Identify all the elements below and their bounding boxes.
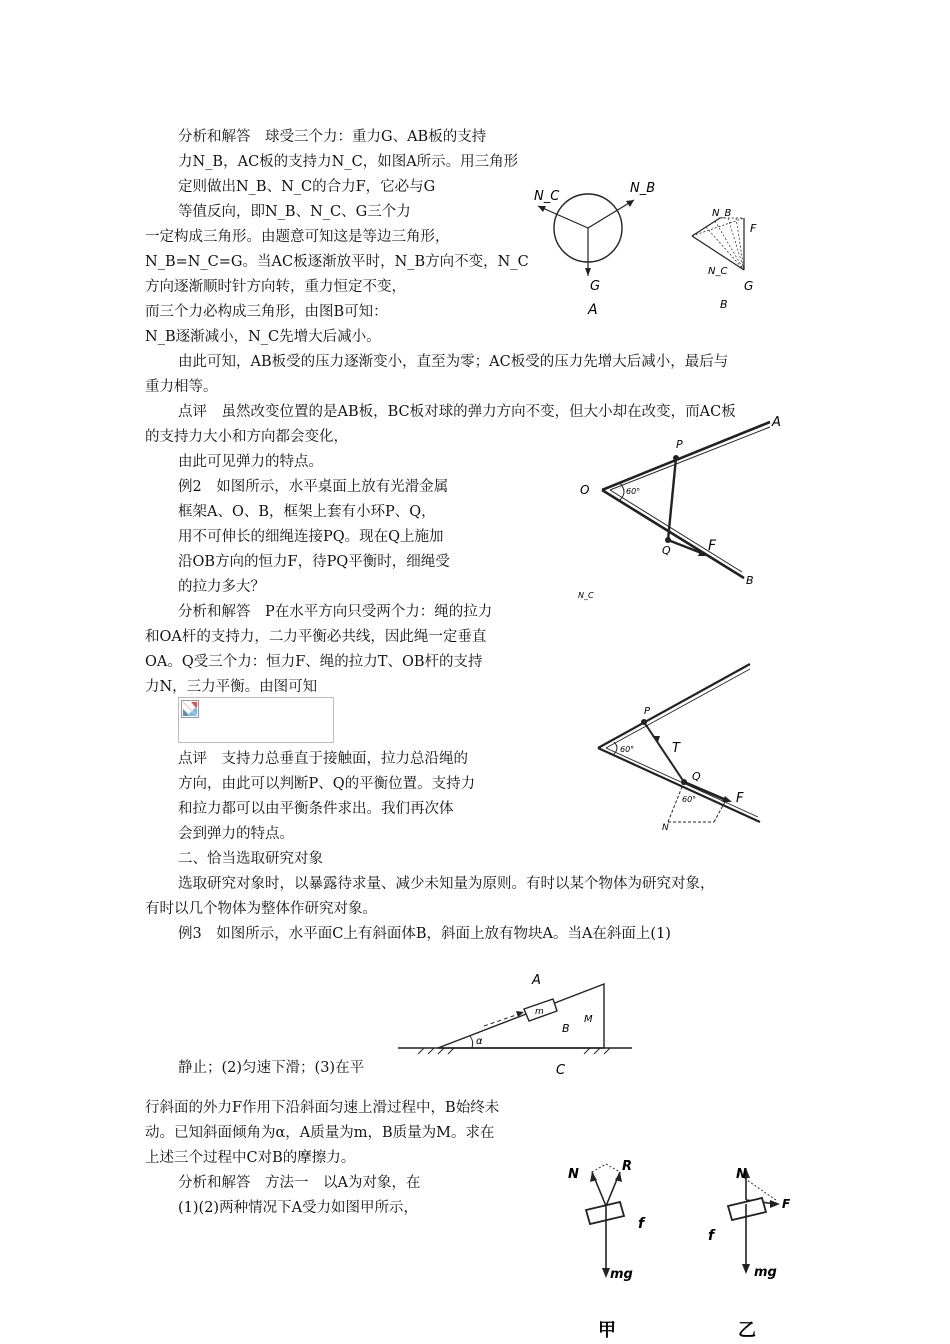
text-line: 而三个力必构成三角形，由图B可知： xyxy=(145,304,388,320)
label-p: P xyxy=(676,438,683,451)
broken-image-icon xyxy=(181,700,199,718)
label-p: P xyxy=(644,706,651,717)
label-nc: N_C xyxy=(534,189,560,204)
label-t: T xyxy=(672,741,680,756)
label-a: A xyxy=(532,973,541,988)
label-f: F xyxy=(736,791,744,806)
text-line: 例3 如图所示，水平面C上有斜面体B，斜面上放有物块A。当A在斜面上(1) xyxy=(178,926,671,942)
text-line: 由此可见弹力的特点。 xyxy=(178,454,323,470)
label-a: A xyxy=(772,415,781,430)
text-line: 点评 虽然改变位置的是AB板，BC板对球的弹力方向不变，但大小却在改变，而AC板 xyxy=(178,404,736,420)
label-nc-trace: N_C xyxy=(578,591,594,600)
label-n: N xyxy=(662,823,669,832)
text-line: 力N，三力平衡。由图可知 xyxy=(145,679,318,695)
text-line: 分析和解答 方法一 以A为对象，在 xyxy=(178,1175,421,1191)
text-line: 分析和解答 球受三个力：重力G、AB板的支持 xyxy=(178,129,487,145)
text-line: 框架A、O、B，框架上套有小环P、Q， xyxy=(178,504,436,520)
label-f-2: F xyxy=(782,1197,791,1211)
text-line: 的拉力多大？ xyxy=(178,579,265,595)
text-line: 有时以几个物体为整体作研究对象。 xyxy=(145,901,377,917)
label-angle: 60° xyxy=(620,745,635,754)
text-line: 的支持力大小和方向都会变化， xyxy=(145,429,348,445)
figure-frame-aob xyxy=(572,412,812,602)
text-line: 选取研究对象时，以暴露待求量、减少未知量为原则。有时以某个物体为研究对象， xyxy=(178,876,715,892)
text-line: N_B=N_C=G。当AC板逐渐放平时，N_B方向不变，N_C xyxy=(145,254,529,270)
text-line: 由此可知，AB板受的压力逐渐变小，直至为零；AC板受的压力先增大后减小，最后与 xyxy=(178,354,729,370)
label-nb: N_B xyxy=(630,181,656,196)
label-alpha: α xyxy=(476,1036,483,1047)
label-f: f xyxy=(638,1216,645,1232)
label-q: Q xyxy=(662,544,671,557)
label-b: B xyxy=(746,574,754,587)
text-line: 一定构成三角形。由题意可知这是等边三角形， xyxy=(145,229,450,245)
figure-incline xyxy=(394,966,638,1080)
label-mg-2: mg xyxy=(754,1265,777,1280)
figure-ball-forces xyxy=(530,178,780,318)
text-line: 方向，由此可以判断P、Q的平衡位置。支持力 xyxy=(178,776,476,792)
label-o: O xyxy=(580,483,590,497)
text-line: OA。Q受三个力：恒力F、绳的拉力T、OB杆的支持 xyxy=(145,654,483,670)
label-nc-2: N_C xyxy=(708,266,728,277)
text-line: 静止；(2)匀速下滑；(3)在平 xyxy=(178,1060,365,1076)
text-line: 例2 如图所示，水平桌面上放有光滑金属 xyxy=(178,479,449,495)
label-n-2: N xyxy=(736,1167,747,1182)
text-line: 定则做出N_B、N_C的合力F，它必与G xyxy=(178,179,436,195)
label-m: m xyxy=(535,1007,544,1017)
text-line: 分析和解答 P在水平方向只受两个力：绳的拉力 xyxy=(178,604,493,620)
label-c: C xyxy=(556,1063,566,1078)
label-q: Q xyxy=(692,770,701,783)
text-line: 用不可伸长的细绳连接PQ。现在Q上施加 xyxy=(178,529,444,545)
label-b: B xyxy=(562,1022,570,1035)
text-line: 会到弹力的特点。 xyxy=(178,826,294,842)
label-g: G xyxy=(590,279,601,294)
label-angle-2: 60° xyxy=(682,795,697,804)
label-n: N xyxy=(568,1167,579,1182)
label-b: B xyxy=(720,298,728,311)
text-line: N_B逐渐减小，N_C先增大后减小。 xyxy=(145,329,381,345)
figure-free-body xyxy=(562,1160,802,1344)
text-line: 点评 支持力总垂直于接触面，拉力总沿绳的 xyxy=(178,751,468,767)
text-line: 等值反向，即N_B、N_C、G三个力 xyxy=(178,204,411,220)
label-r: R xyxy=(622,1160,633,1174)
text-line: 力N_B，AC板的支持力N_C，如图A所示。用三角形 xyxy=(178,154,519,170)
label-jia: 甲 xyxy=(598,1320,616,1341)
text-line: (1)(2)两种情况下A受力如图甲所示， xyxy=(178,1200,419,1216)
label-mg: mg xyxy=(610,1267,633,1282)
label-g-2: G xyxy=(744,279,754,293)
label-a: A xyxy=(588,302,598,318)
text-line: 重力相等。 xyxy=(145,379,218,395)
text-line: 和OA杆的支持力，二力平衡必共线，因此绳一定垂直 xyxy=(145,629,487,645)
figure-pq-forces xyxy=(588,660,768,832)
broken-image-placeholder xyxy=(178,697,334,743)
section-heading: 二、恰当选取研究对象 xyxy=(178,851,323,867)
label-f: F xyxy=(750,222,757,235)
label-nb-2: N_B xyxy=(712,208,732,219)
label-mass-m: M xyxy=(584,1014,593,1025)
text-line: 沿OB方向的恒力F，待PQ平衡时，细绳受 xyxy=(178,554,450,570)
label-angle: 60° xyxy=(626,487,641,496)
text-line: 和拉力都可以由平衡条件求出。我们再次体 xyxy=(178,801,454,817)
text-line: 方向逐渐顺时针方向转，重力恒定不变， xyxy=(145,279,406,295)
label-yi: 乙 xyxy=(738,1320,756,1341)
text-line: 动。已知斜面倾角为α，A质量为m，B质量为M。求在 xyxy=(145,1125,495,1141)
text-line: 上述三个过程中C对B的摩擦力。 xyxy=(145,1150,356,1166)
label-f: F xyxy=(708,538,717,554)
text-line: 行斜面的外力F作用下沿斜面匀速上滑过程中，B始终未 xyxy=(145,1100,500,1116)
label-f-friction: f xyxy=(708,1228,715,1244)
